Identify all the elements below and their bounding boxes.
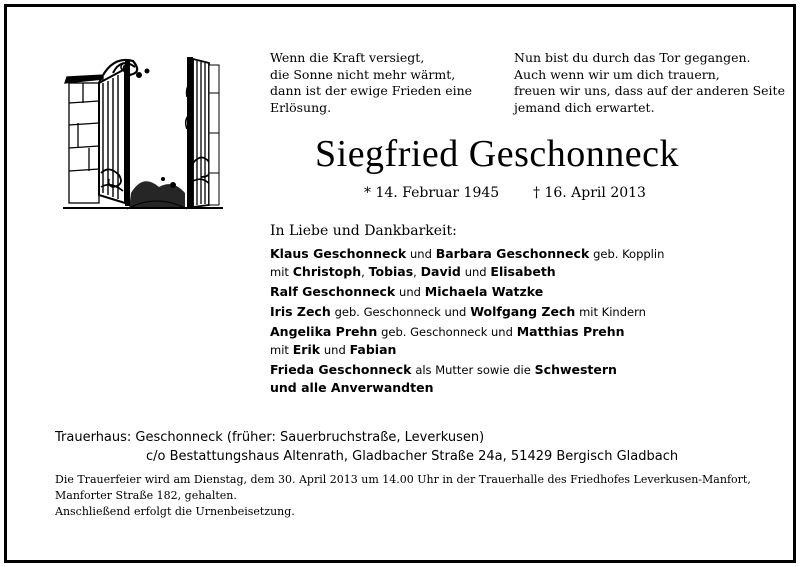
mourner-group (270, 283, 664, 301)
connector-text: und (399, 285, 421, 299)
connector-text: und (464, 265, 487, 279)
poem-right (514, 50, 785, 116)
mourner-name: Erik (292, 342, 321, 357)
mourner-name: Elisabeth (490, 264, 556, 279)
mourner-name: Iris Zech (270, 304, 331, 319)
connector-text: , (361, 265, 365, 279)
poem-line: Auch wenn wir um dich trauern, (514, 66, 720, 82)
mourner-group (270, 361, 664, 397)
service-info (55, 472, 751, 520)
mourners-list (270, 245, 664, 399)
trauerhaus-line-2: c/o Bestattungshaus Altenrath, Gladbacher Straße 24a, 51429 Bergisch Gladbach (146, 449, 679, 464)
mourner-name: Ralf Geschonneck (270, 284, 396, 299)
service-line: Manforter Straße 182, gehalten. (55, 489, 237, 502)
mourner-name: Christoph (292, 264, 362, 279)
poem-line: freuen wir uns, dass auf der anderen Seite (514, 83, 785, 98)
connector-text: mit Kindern (579, 305, 646, 319)
mourner-name: David (420, 264, 461, 279)
mourner-name: und alle Anverwandten (270, 380, 434, 395)
service-line: Die Trauerfeier wird am Dienstag, dem 30. April 2013 um 14.00 Uhr in der Trauerhalle des Friedhofes Leverkusen-Manfort, (55, 473, 751, 486)
maiden-name: geb. Geschonneck und (381, 325, 513, 339)
connector-text: als Mutter sowie die (415, 363, 531, 377)
maiden-name: geb. Geschonneck und (334, 305, 467, 319)
connector-text: und (323, 343, 346, 357)
connector-text: , (413, 265, 417, 279)
mourner-name: Wolfgang Zech (470, 304, 576, 319)
connector-text: und (410, 247, 432, 261)
mourner-name: Matthias Prehn (516, 324, 625, 339)
poem-line: die Sonne nicht mehr wärmt, (270, 66, 456, 82)
service-line: Anschließend erfolgt die Urnenbeisetzung. (55, 505, 295, 518)
mourner-group (270, 245, 664, 281)
mourner-name: Barbara Geschonneck (435, 246, 590, 261)
mourner-name: Frieda Geschonneck (270, 362, 412, 377)
trauerhaus-line-1: Trauerhaus: Geschonneck (früher: Sauerbruchstraße, Leverkusen) (55, 430, 485, 445)
poem-line: Wenn die Kraft versiegt, (270, 50, 425, 65)
poem-left (270, 50, 472, 116)
connector-text: mit (270, 265, 289, 279)
birth-date: * 14. Februar 1945 (364, 185, 500, 201)
mourner-name: Klaus Geschonneck (270, 246, 407, 261)
poem-line: jemand dich erwartet. (514, 99, 655, 115)
open-gate-illustration (63, 53, 223, 211)
mourner-name: Schwestern (534, 362, 617, 377)
poem-line: Nun bist du durch das Tor gegangen. (514, 50, 751, 65)
poem-line: dann ist der ewige Frieden eine (270, 83, 473, 98)
connector-text: mit (270, 343, 289, 357)
poem-line: Erlösung. (270, 99, 332, 115)
mourner-name: Tobias (368, 264, 414, 279)
mourner-group (270, 323, 664, 359)
mourner-name: Michaela Watzke (424, 284, 544, 299)
mourner-name: Fabian (349, 342, 397, 357)
dedication-intro: In Liebe und Dankbarkeit: (270, 223, 457, 239)
mourner-name: Angelika Prehn (270, 324, 378, 339)
mourner-group (270, 303, 664, 321)
maiden-name: geb. Kopplin (593, 247, 665, 261)
deceased-name: Siegfried Geschonneck (315, 133, 679, 175)
death-date: † 16. April 2013 (533, 185, 646, 201)
